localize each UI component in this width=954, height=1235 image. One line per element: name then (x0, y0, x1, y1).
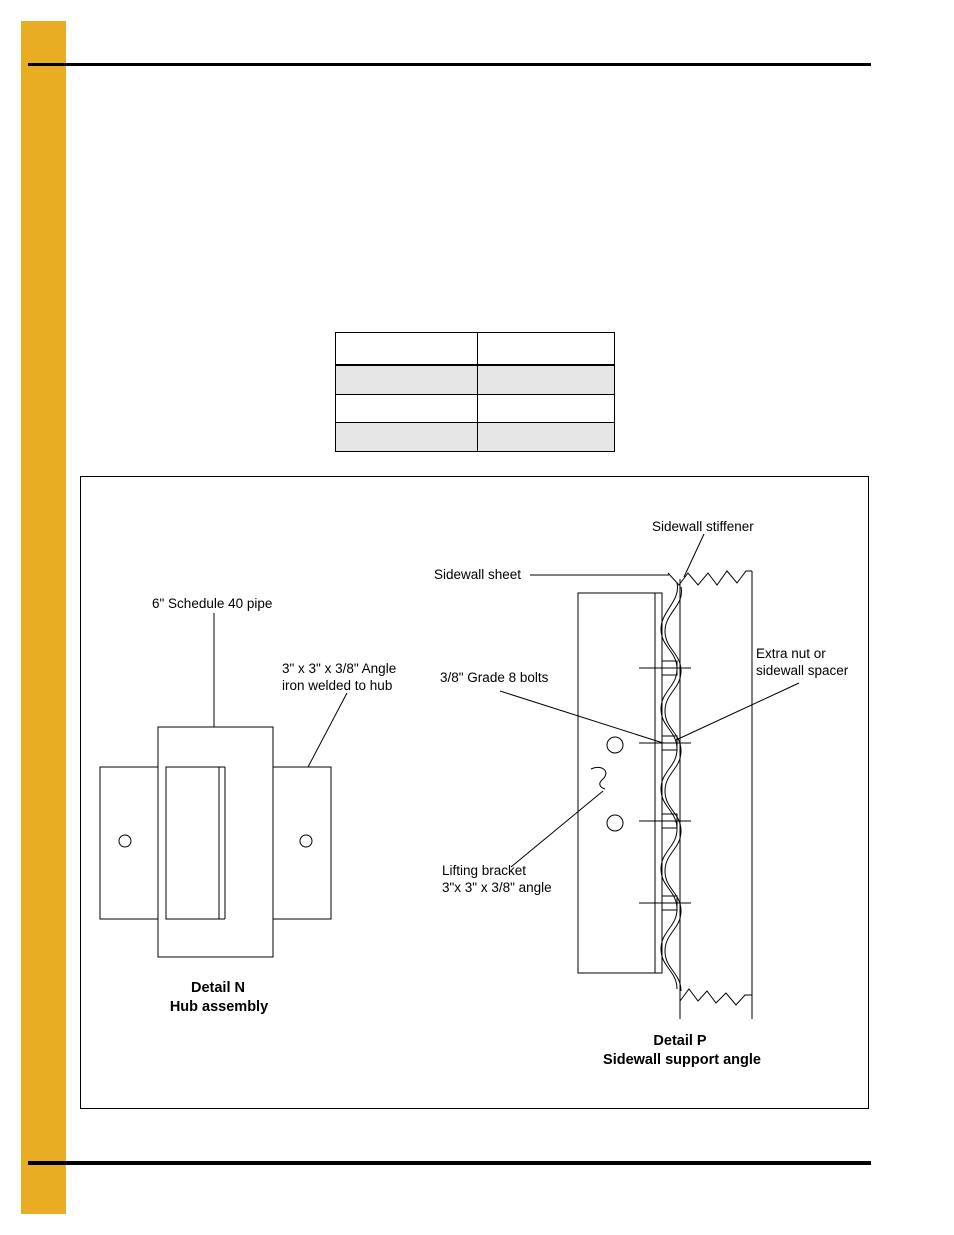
sheet-label: Sidewall sheet (434, 567, 522, 582)
pipe-label: 6" Schedule 40 pipe (152, 596, 273, 611)
table-cell (336, 394, 478, 423)
angle-leader-line (308, 693, 347, 767)
table-cell (336, 333, 478, 365)
nut-label-line2: sidewall spacer (756, 663, 849, 678)
hub-inner-plate (166, 767, 219, 919)
detail-n-caption-line2: Hub assembly (169, 999, 269, 1015)
table-cell (478, 333, 615, 365)
hub-left-bolt-hole (119, 835, 131, 847)
nut-label-line1: Extra nut or (756, 646, 826, 661)
table-cell (478, 365, 615, 394)
bolt-1 (639, 661, 691, 675)
footer-rule (28, 1161, 871, 1165)
table-row (336, 365, 615, 394)
hub-right-bolt-hole (300, 835, 312, 847)
support-hole-upper (607, 737, 623, 753)
hub-left-angle (100, 767, 158, 919)
detail-n-caption-line1: Detail N (191, 980, 245, 996)
bolts-label: 3/8" Grade 8 bolts (440, 670, 549, 685)
bolt-3 (639, 814, 691, 828)
bracket-label-line1: Lifting bracket (442, 863, 527, 878)
support-hole-lower (607, 815, 623, 831)
table-cell (478, 423, 615, 452)
table-row (336, 394, 615, 423)
nut-leader (676, 683, 799, 740)
table-cell (478, 394, 615, 423)
table-header-row (336, 333, 615, 365)
detail-p-caption-line1: Detail P (653, 1033, 707, 1049)
table-cell (336, 423, 478, 452)
bracket-leader (511, 791, 603, 867)
figure-frame (80, 476, 869, 1109)
sidewall-support-drawing (500, 534, 799, 1019)
lifting-bracket-symbol (591, 767, 606, 789)
bracket-label-line2: 3"x 3" x 3/8" angle (442, 880, 552, 895)
stiffener-break-top (668, 571, 752, 585)
table-cell (336, 365, 478, 394)
stiffener-leader (684, 534, 704, 577)
side-color-bar (21, 21, 66, 1214)
bolts-leader (500, 691, 663, 743)
angle-label-line2: iron welded to hub (282, 678, 393, 693)
angle-label-line1: 3" x 3" x 3/8" Angle (282, 661, 397, 676)
header-rule (28, 63, 871, 66)
hub-right-angle (273, 767, 331, 919)
spec-table (335, 332, 615, 452)
table-row (336, 423, 615, 452)
bolt-4 (639, 896, 691, 910)
stiffener-label: Sidewall stiffener (652, 519, 754, 534)
hub-pipe-body (158, 727, 273, 957)
support-angle-plate (578, 593, 662, 973)
technical-drawing (81, 477, 870, 1110)
stiffener-break-bottom (680, 989, 752, 1005)
detail-p-caption-line2: Sidewall support angle (603, 1052, 761, 1068)
